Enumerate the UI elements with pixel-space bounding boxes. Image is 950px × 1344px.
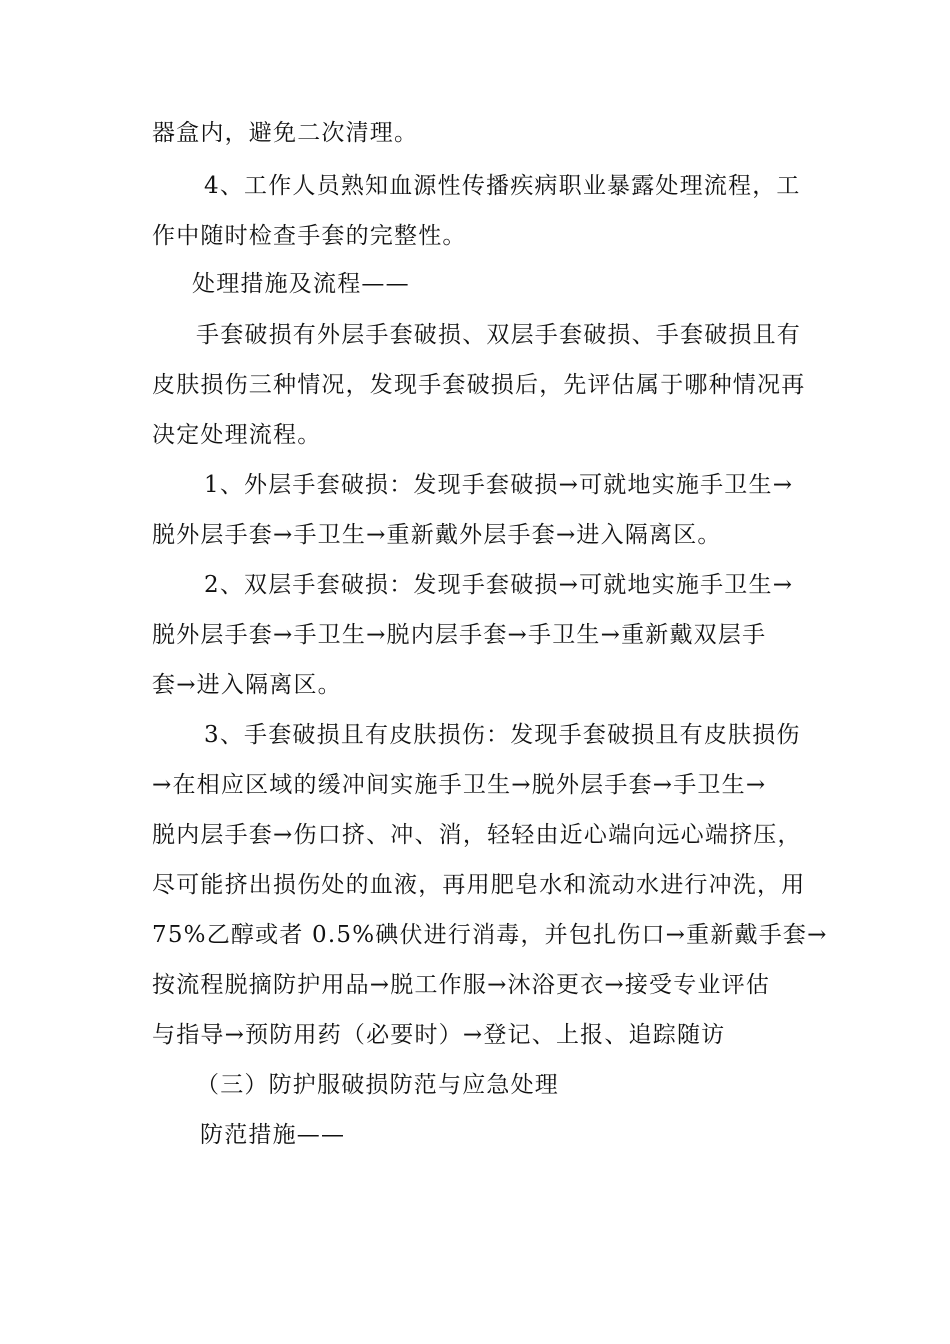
section-heading-protective-suit: （三）防护服破损防范与应急处理 <box>196 1072 559 1098</box>
text-line-14: →在相应区域的缓冲间实施手卫生→脱外层手套→手卫生→ <box>152 772 767 798</box>
section-heading-measures: 处理措施及流程—— <box>192 271 410 297</box>
text-line-16: 尽可能挤出损伤处的血液，再用肥皂水和流动水进行冲洗，用 <box>152 872 806 898</box>
section-heading-prevention: 防范措施—— <box>200 1122 346 1148</box>
text-line-9: 脱外层手套→手卫生→重新戴外层手套→进入隔离区。 <box>152 522 722 548</box>
text-line-7: 决定处理流程。 <box>152 422 322 448</box>
text-line-17: 75%乙醇或者 0.5%碘伏进行消毒，并包扎伤口→重新戴手套→ <box>152 922 828 948</box>
text-line-15: 脱内层手套→伤口挤、冲、消，轻轻由近心端向远心端挤压， <box>152 822 802 848</box>
text-line-11: 脱外层手套→手卫生→脱内层手套→手卫生→重新戴双层手 <box>152 622 767 648</box>
text-line-3: 作中随时检查手套的完整性。 <box>152 223 467 249</box>
text-line-18: 按流程脱摘防护用品→脱工作服→沐浴更衣→接受专业评估 <box>152 972 771 998</box>
text-line-1: 器盒内，避免二次清理。 <box>152 120 419 146</box>
text-line-5: 手套破损有外层手套破损、双层手套破损、手套破损且有 <box>196 322 801 348</box>
text-line-19: 与指导→预防用药（必要时）→登记、上报、追踪随访 <box>152 1022 726 1048</box>
text-line-13: 3、手套破损且有皮肤损伤：发现手套破损且有皮肤损伤 <box>204 722 801 748</box>
text-line-8: 1、外层手套破损：发现手套破损→可就地实施手卫生→ <box>204 472 794 498</box>
text-line-2: 4、工作人员熟知血源性传播疾病职业暴露处理流程，工 <box>204 173 801 199</box>
text-line-10: 2、双层手套破损：发现手套破损→可就地实施手卫生→ <box>204 572 794 598</box>
text-line-6: 皮肤损伤三种情况，发现手套破损后，先评估属于哪种情况再 <box>152 372 806 398</box>
text-line-12: 套→进入隔离区。 <box>152 672 342 698</box>
